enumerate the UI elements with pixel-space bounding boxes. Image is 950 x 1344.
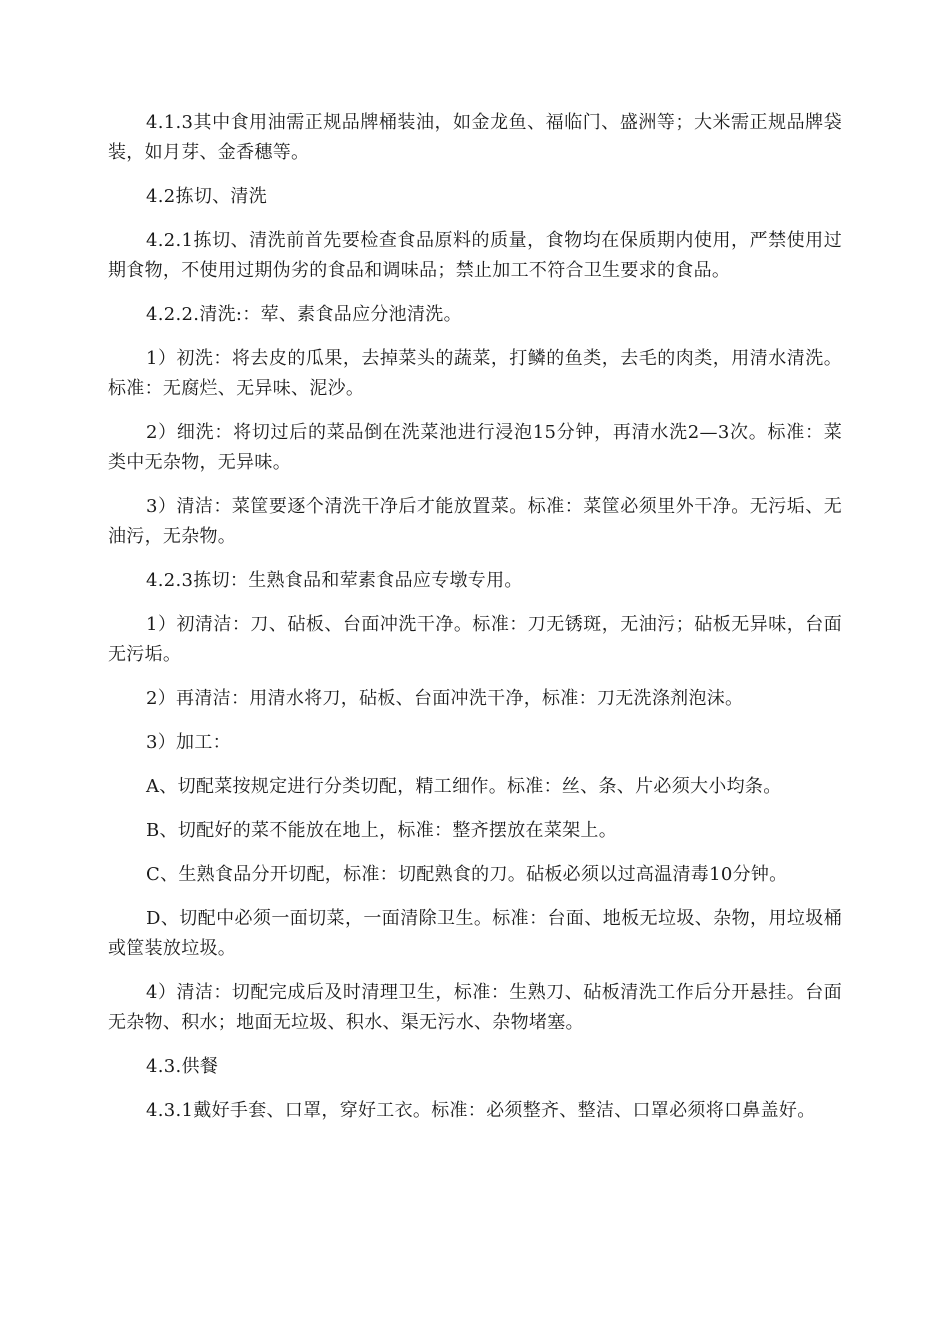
list-item-cleanup: 4）清洁：切配完成后及时清理卫生，标准：生熟刀、砧板清洗工作后分开悬挂。台面无杂物、积水；地面无垃圾、积水、渠无污水、杂物堵塞。 (108, 982, 842, 1033)
paragraph-4-1-3: 4.1.3其中食用油需正规品牌桶装油，如金龙鱼、福临门、盛洲等；大米需正规品牌袋装，如月芽、金香穗等。 (108, 112, 842, 163)
list-item-initial-clean: 1）初清洁：刀、砧板、台面冲洗干净。标准：刀无锈斑，无油污；砧板无异味，台面无污垢。 (108, 614, 842, 665)
list-item-processing: 3）加工： (146, 732, 231, 753)
paragraph-4-2-2: 4.2.2.清洗:：荤、素食品应分池清洗。 (146, 304, 462, 325)
paragraph-4-3-1: 4.3.1戴好手套、口罩，穿好工衣。标准：必须整齐、整洁、口罩必须将口鼻盖好。 (146, 1100, 816, 1121)
document-body (108, 108, 842, 1140)
list-item-fine-wash: 2）细洗：将切过后的菜品倒在洗菜池进行浸泡15分钟，再清水洗2—3次。标准：菜类中无杂物，无异味。 (108, 422, 842, 473)
list-item-initial-wash: 1）初洗：将去皮的瓜果，去掉菜头的蔬菜，打鳞的鱼类，去毛的肉类，用清水清洗。标准：无腐烂、无异味、泥沙。 (108, 348, 842, 399)
paragraph-4-2-1: 4.2.1拣切、清洗前首先要检查食品原料的质量，食物均在保质期内使用，严禁使用过期食物，不使用过期伪劣的食品和调味品；禁止加工不符合卫生要求的食品。 (108, 230, 842, 281)
heading-4-3: 4.3.供餐 (146, 1056, 219, 1077)
list-item-d: D、切配中必须一面切菜，一面清除卫生。标准：台面、地板无垃圾、杂物，用垃圾桶或筐装放垃圾。 (108, 908, 842, 959)
list-item-a: A、切配菜按规定进行分类切配，精工细作。标准：丝、条、片必须大小均条。 (146, 776, 782, 797)
list-item-basket-clean: 3）清洁：菜筐要逐个清洗干净后才能放置菜。标准：菜筐必须里外干净。无污垢、无油污，无杂物。 (108, 496, 842, 547)
list-item-c: C、生熟食品分开切配，标准：切配熟食的刀。砧板必须以过高温清毒10分钟。 (146, 864, 788, 885)
paragraph-4-2-3: 4.2.3拣切：生熟食品和荤素食品应专墩专用。 (146, 570, 523, 591)
heading-4-2: 4.2拣切、清洗 (146, 186, 268, 207)
list-item-b: B、切配好的菜不能放在地上，标准：整齐摆放在菜架上。 (146, 820, 618, 841)
list-item-reclean: 2）再清洁：用清水将刀，砧板、台面冲洗干净，标准：刀无洗涤剂泡沫。 (146, 688, 744, 709)
